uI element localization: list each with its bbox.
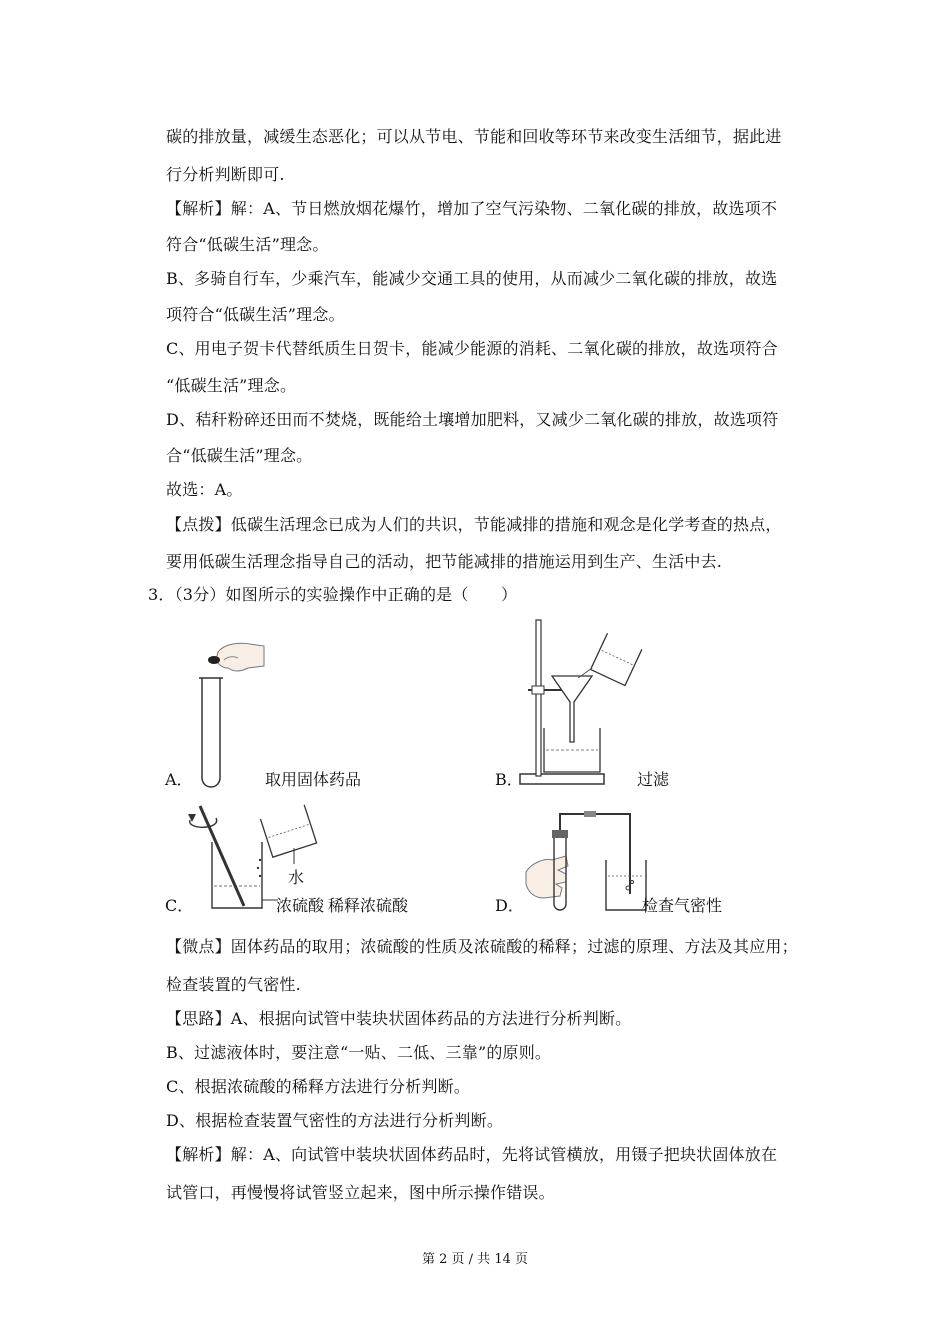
option-d-caption: 检查气密性 bbox=[642, 896, 723, 915]
analysis-line: 试管口，再慢慢将试管竖立起来，图中所示操作错误。 bbox=[166, 1183, 555, 1202]
paragraph-line: 碳的排放量，减缓生态恶化；可以从节电、节能和回收等环节来改变生活细节，据此进 bbox=[166, 127, 782, 146]
paragraph-line: 【点拨】低碳生活理念已成为人们的共识，节能减排的措施和观念是化学考查的热点， bbox=[166, 515, 782, 534]
paragraph-line: 行分析判断即可. bbox=[166, 165, 285, 184]
figure-b-filtration bbox=[518, 618, 643, 788]
paragraph-line: 符合“低碳生活”理念。 bbox=[166, 235, 329, 254]
paragraph-line: 合“低碳生活”理念。 bbox=[166, 446, 313, 465]
option-a-letter: A． bbox=[165, 770, 193, 789]
option-d-letter: D． bbox=[495, 896, 524, 915]
label-water: 水 bbox=[288, 868, 305, 887]
figure-a-test-tube bbox=[188, 638, 268, 788]
question-stem: 3．（3分）如图所示的实验操作中正确的是（ ） bbox=[148, 585, 518, 604]
label-concentrated-acid: 浓硫酸 bbox=[276, 896, 325, 915]
analysis-line: 检查装置的气密性. bbox=[166, 975, 301, 994]
option-c-caption: 稀释浓硫酸 bbox=[328, 896, 409, 915]
paragraph-line: “低碳生活”理念。 bbox=[166, 376, 297, 395]
option-b-letter: B． bbox=[495, 770, 523, 789]
analysis-line: 【微点】固体药品的取用；浓硫酸的性质及浓硫酸的稀释；过滤的原理、方法及其应用； bbox=[166, 937, 798, 956]
analysis-line: B、过滤液体时，要注意“一贴、二低、三靠”的原则。 bbox=[166, 1043, 552, 1062]
option-a-caption: 取用固体药品 bbox=[265, 770, 362, 789]
paragraph-line: B、多骑自行车，少乘汽车，能减少交通工具的使用，从而减少二氧化碳的排放，故选 bbox=[166, 269, 778, 288]
paragraph-line: 【解析】解：A、节日燃放烟花爆竹，增加了空气污染物、二氧化碳的排放，故选项不 bbox=[166, 199, 778, 218]
paragraph-line: C、用电子贺卡代替纸质生日贺卡，能减少能源的消耗、二氧化碳的排放，故选项符合 bbox=[166, 339, 778, 358]
paragraph-line: 要用低碳生活理念指导自己的活动，把节能减排的措施运用到生产、生活中去. bbox=[166, 552, 723, 571]
analysis-line: 【思路】A、根据向试管中装块状固体药品的方法进行分析判断。 bbox=[166, 1009, 632, 1028]
analysis-line: D、根据检查装置气密性的方法进行分析判断。 bbox=[166, 1111, 504, 1130]
figure-d-airtightness bbox=[522, 808, 647, 914]
paragraph-line: 项符合“低碳生活”理念。 bbox=[166, 305, 345, 324]
analysis-line: C、根据浓硫酸的稀释方法进行分析判断。 bbox=[166, 1077, 471, 1096]
page-footer: 第 2 页 / 共 14 页 bbox=[422, 1252, 528, 1267]
option-b-caption: 过滤 bbox=[637, 770, 670, 789]
paragraph-line: D、秸秆粉碎还田而不焚烧，既能给土壤增加肥料，又减少二氧化碳的排放，故选项符 bbox=[166, 410, 779, 429]
option-c-letter: C． bbox=[165, 896, 194, 915]
analysis-line: 【解析】解：A、向试管中装块状固体药品时，先将试管横放，用镊子把块状固体放在 bbox=[166, 1145, 778, 1164]
paragraph-line: 故选：A。 bbox=[166, 480, 243, 499]
